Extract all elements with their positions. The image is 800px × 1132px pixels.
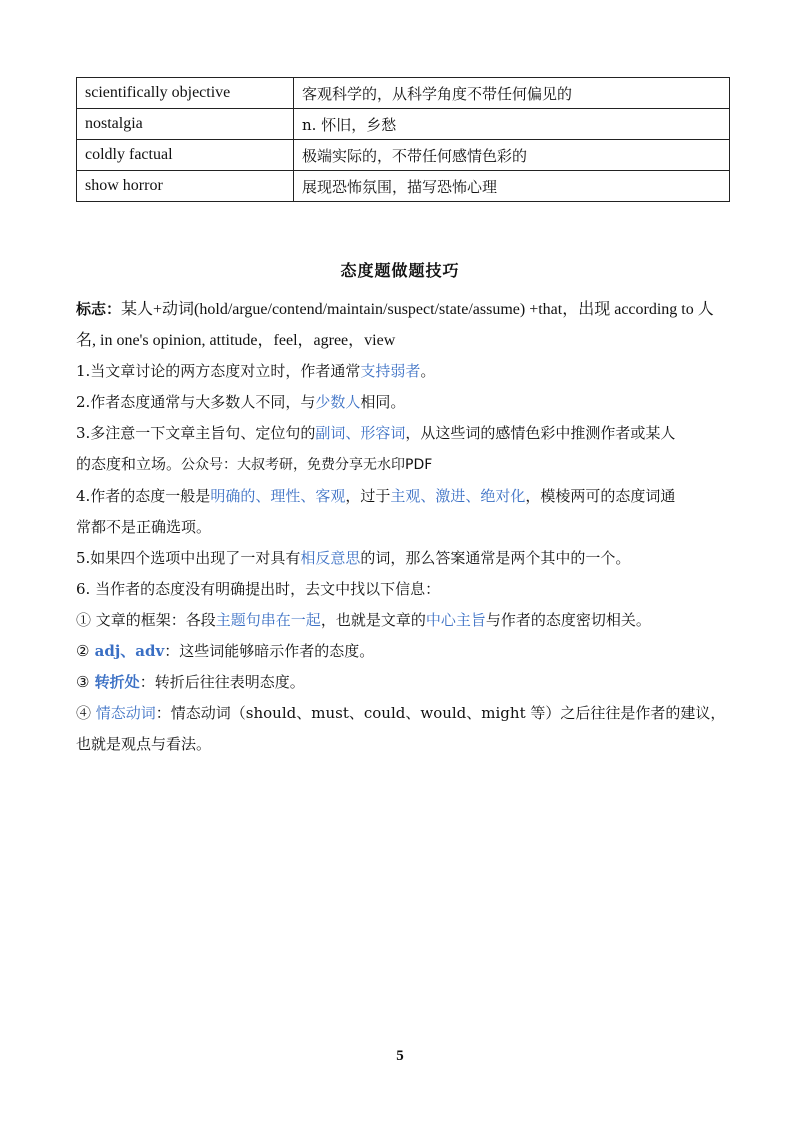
tip-text: ，从这些词的感情色彩中推测作者或某人 (405, 424, 676, 442)
sub-tip-4-cont (76, 729, 730, 760)
tip-text: 的态度和立场。 (76, 455, 182, 473)
term-cell: coldly factual (77, 140, 294, 171)
sub-tip-1 (76, 605, 730, 636)
sign-line (76, 294, 730, 325)
tip-text: 文章的框架：各段 (91, 611, 216, 629)
circled-number: ④ (76, 704, 92, 722)
tip-text: ，过于 (345, 487, 391, 505)
tip-highlight: 情态动词 (91, 704, 156, 722)
meaning-cell: n. 怀旧，乡愁 (294, 109, 730, 140)
meaning-cell: 展现恐怖氛围，描写恐怖心理 (294, 171, 730, 202)
tip-text: ：这些词能够暗示作者的态度。 (164, 642, 375, 660)
section-title: 态度题做题技巧 (340, 261, 460, 280)
sub-tip-3 (76, 667, 730, 698)
circled-number: ② (76, 642, 90, 660)
meaning-cell: 客观科学的，从科学角度不带任何偏见的 (294, 78, 730, 109)
watermark-text: 公众号：大叔考研，免费分享无水印PDF (181, 457, 433, 473)
tip-4-cont (76, 512, 730, 543)
tip-highlight: 主题句串在一起 (215, 611, 321, 629)
tip-3 (76, 418, 730, 449)
tip-text: 1.当文章讨论的两方态度对立时，作者通常 (76, 362, 361, 380)
table-row (77, 78, 730, 109)
table-row (77, 171, 730, 202)
sign-line-2 (76, 325, 730, 356)
tip-highlight: 副词、形容词 (315, 424, 406, 442)
meaning-cell: 极端实际的，不带任何感情色彩的 (294, 140, 730, 171)
tip-highlight: 中心主旨 (425, 611, 486, 629)
sub-tip-2 (76, 636, 730, 667)
circled-number: ① (76, 611, 92, 629)
sign-label: 标志： (76, 300, 122, 318)
tip-highlight: 明确的、理性、客观 (210, 487, 346, 505)
sub-tip-4 (76, 698, 730, 729)
sign-text-1: 某人+动词(hold/argue/contend/maintain/suspect/state/assume) +that，出现 according to 人 (121, 301, 714, 318)
circled-number: ③ (76, 673, 90, 691)
tips-body (76, 294, 730, 760)
tip-highlight: 主观、激进、绝对化 (390, 487, 526, 505)
tip-text: 3.多注意一下文章主旨句、定位句的 (76, 424, 316, 442)
tip-text: 与作者的态度密切相关。 (485, 611, 651, 629)
tip-2 (76, 387, 730, 418)
tip-text: 也就是观点与看法。 (76, 735, 212, 753)
tip-highlight: 支持弱者 (360, 362, 421, 380)
tip-highlight: adj、adv (89, 642, 165, 660)
tip-highlight: 相反意思 (300, 549, 361, 567)
tip-text: 相同。 (360, 393, 406, 411)
page-number: 5 (396, 1048, 404, 1064)
term-cell: show horror (77, 171, 294, 202)
tip-text: 4.作者的态度一般是 (76, 487, 211, 505)
tip-text: ，模棱两可的态度词通 (525, 487, 676, 505)
tip-text: 2.作者态度通常与大多数人不同，与 (76, 393, 316, 411)
tip-text: 6. 当作者的态度没有明确提出时，去文中找以下信息： (76, 580, 441, 598)
tip-highlight: 少数人 (315, 393, 361, 411)
tip-text: ：情态动词（should、must、could、would、might 等）之后往往是作者的建议， (155, 704, 726, 722)
tip-text: 的词，那么答案通常是两个其中的一个。 (360, 549, 631, 567)
tip-1 (76, 356, 730, 387)
tip-text: ，也就是文章的 (320, 611, 426, 629)
term-cell: scientifically objective (77, 78, 294, 109)
tip-3-cont (76, 449, 730, 481)
tip-text: 常都不是正确选项。 (76, 518, 212, 536)
tip-text: ：转折后往往表明态度。 (139, 673, 305, 691)
term-cell: nostalgia (77, 109, 294, 140)
table-row (77, 109, 730, 140)
tip-text: 5.如果四个选项中出现了一对具有 (76, 549, 301, 567)
tip-5 (76, 543, 730, 574)
tip-highlight: 转折处 (89, 673, 140, 691)
tip-6 (76, 574, 730, 605)
table-row (77, 140, 730, 171)
tip-4 (76, 481, 730, 512)
vocab-table (76, 77, 730, 202)
sign-text-2: 名, in one's opinion, attitude，feel，agree，view (76, 332, 396, 349)
tip-text: 。 (420, 362, 436, 380)
